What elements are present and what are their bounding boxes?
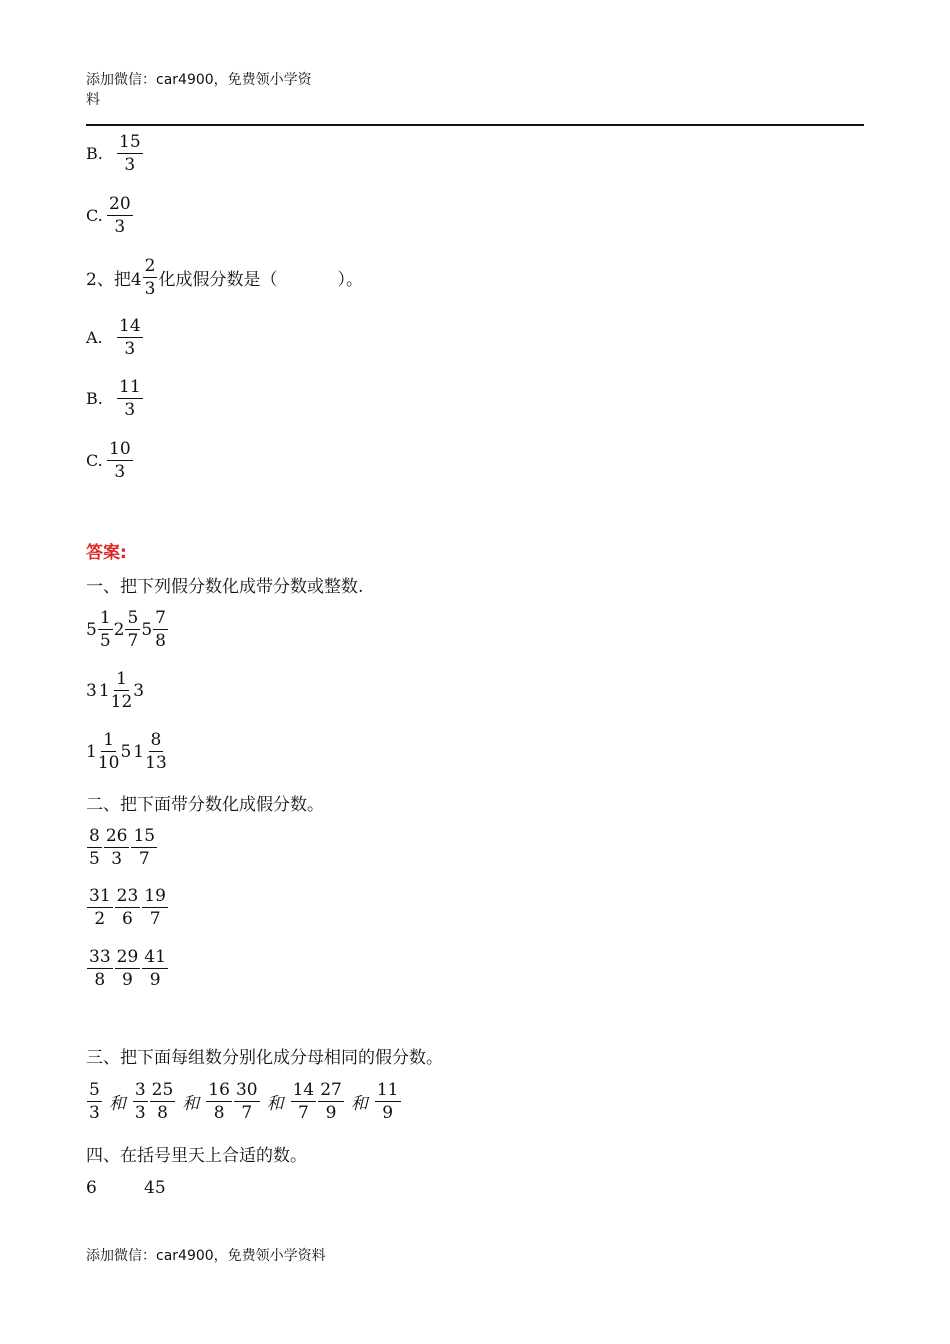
fraction: $\frac{25}{8}$ <box>151 1080 174 1123</box>
fraction: $\frac{29}{9}$ <box>116 947 139 990</box>
fraction: $\frac{26}{3}$ <box>105 826 128 869</box>
q1-option-b <box>86 132 144 175</box>
header-line-1: 添加微信：car4900，免费领小学资 <box>86 72 312 88</box>
fraction: $\frac{16}{8}$ <box>208 1080 230 1123</box>
fraction: $\frac{14}{3}$ <box>119 316 141 359</box>
q1-option-c <box>86 194 134 237</box>
fraction: $\frac{5}{7}$ <box>127 608 139 651</box>
section-3-row <box>86 1080 402 1123</box>
fraction: $\frac{14}{7}$ <box>292 1080 315 1123</box>
option-label: B. <box>86 389 103 408</box>
answers-title: 答案: <box>86 543 127 563</box>
q2-option-a <box>86 316 144 359</box>
section-3-title: 三、把下面每组数分别化成分母相同的假分数。 <box>86 1048 443 1068</box>
page-header <box>86 70 312 110</box>
fraction: $\frac{41}{9}$ <box>144 947 166 990</box>
conjunction: 和 <box>266 1094 284 1114</box>
fraction: $\frac{1}{10}$ <box>97 730 120 773</box>
section-1-row-2: 3 1 $\frac{1}{12}$ 3 <box>86 669 145 712</box>
fraction: $\frac{10}{3}$ <box>109 439 131 482</box>
q2-prefix: 2、把4 <box>86 270 142 290</box>
q2-option-c <box>86 439 134 482</box>
header-line-2: 料 <box>86 92 100 108</box>
fraction: $\frac{5}{3}$ <box>89 1080 100 1123</box>
section-1-title: 一、把下列假分数化成带分数或整数. <box>86 577 364 597</box>
section-2-title: 二、把下面带分数化成假分数。 <box>86 795 324 815</box>
conjunction: 和 <box>108 1094 126 1114</box>
fraction: $\frac{20}{3}$ <box>109 194 131 237</box>
question-2 <box>86 256 363 299</box>
fraction: $\frac{7}{8}$ <box>155 608 166 651</box>
section-4-title: 四、在括号里天上合适的数。 <box>86 1146 307 1166</box>
section-1-row-1: 5 $\frac{1}{5}$ 2 $\frac{5}{7}$ 5 $\frac{7}{8}$ <box>86 608 166 651</box>
fraction: $\frac{19}{7}$ <box>144 886 166 929</box>
fraction: $\frac{30}{7}$ <box>235 1080 258 1123</box>
option-label: B. <box>86 144 103 163</box>
fraction: $\frac{8}{13}$ <box>145 730 167 773</box>
fraction: $\frac{33}{8}$ <box>89 947 111 990</box>
fraction: $\frac{23}{6}$ <box>116 886 139 929</box>
fraction: $\frac{1}{5}$ <box>99 608 111 651</box>
fraction: $\frac{2}{3}$ <box>144 256 156 299</box>
fraction: $\frac{31}{2}$ <box>89 886 111 929</box>
section-2-row-3 <box>86 947 169 990</box>
q2-option-b <box>86 377 144 420</box>
conjunction: 和 <box>350 1094 368 1114</box>
section-1-row-3: 1 $\frac{1}{10}$ 5 1 $\frac{8}{13}$ <box>86 730 167 773</box>
q2-suffix: 化成假分数是（ <box>158 270 278 290</box>
page-footer: 添加微信：car4900，免费领小学资料 <box>86 1248 326 1264</box>
conjunction: 和 <box>182 1094 200 1114</box>
section-2-row-1 <box>86 826 158 869</box>
option-label: C. <box>86 451 103 470</box>
fraction: $\frac{8}{5}$ <box>89 826 100 869</box>
fraction: $\frac{15}{7}$ <box>133 826 156 869</box>
fraction: $\frac{15}{3}$ <box>119 132 141 175</box>
fraction: $\frac{11}{3}$ <box>119 377 141 420</box>
fraction: $\frac{1}{12}$ <box>110 669 133 712</box>
option-label: C. <box>86 206 103 225</box>
header-rule <box>86 124 864 126</box>
fraction: $\frac{11}{9}$ <box>376 1080 399 1123</box>
option-label: A. <box>86 328 103 347</box>
section-2-row-2 <box>86 886 169 929</box>
q2-close: ）。 <box>337 270 363 290</box>
fraction: $\frac{27}{9}$ <box>320 1080 342 1123</box>
fraction: $\frac{3}{3}$ <box>134 1080 146 1123</box>
section-4-values: 6 45 <box>86 1178 166 1198</box>
